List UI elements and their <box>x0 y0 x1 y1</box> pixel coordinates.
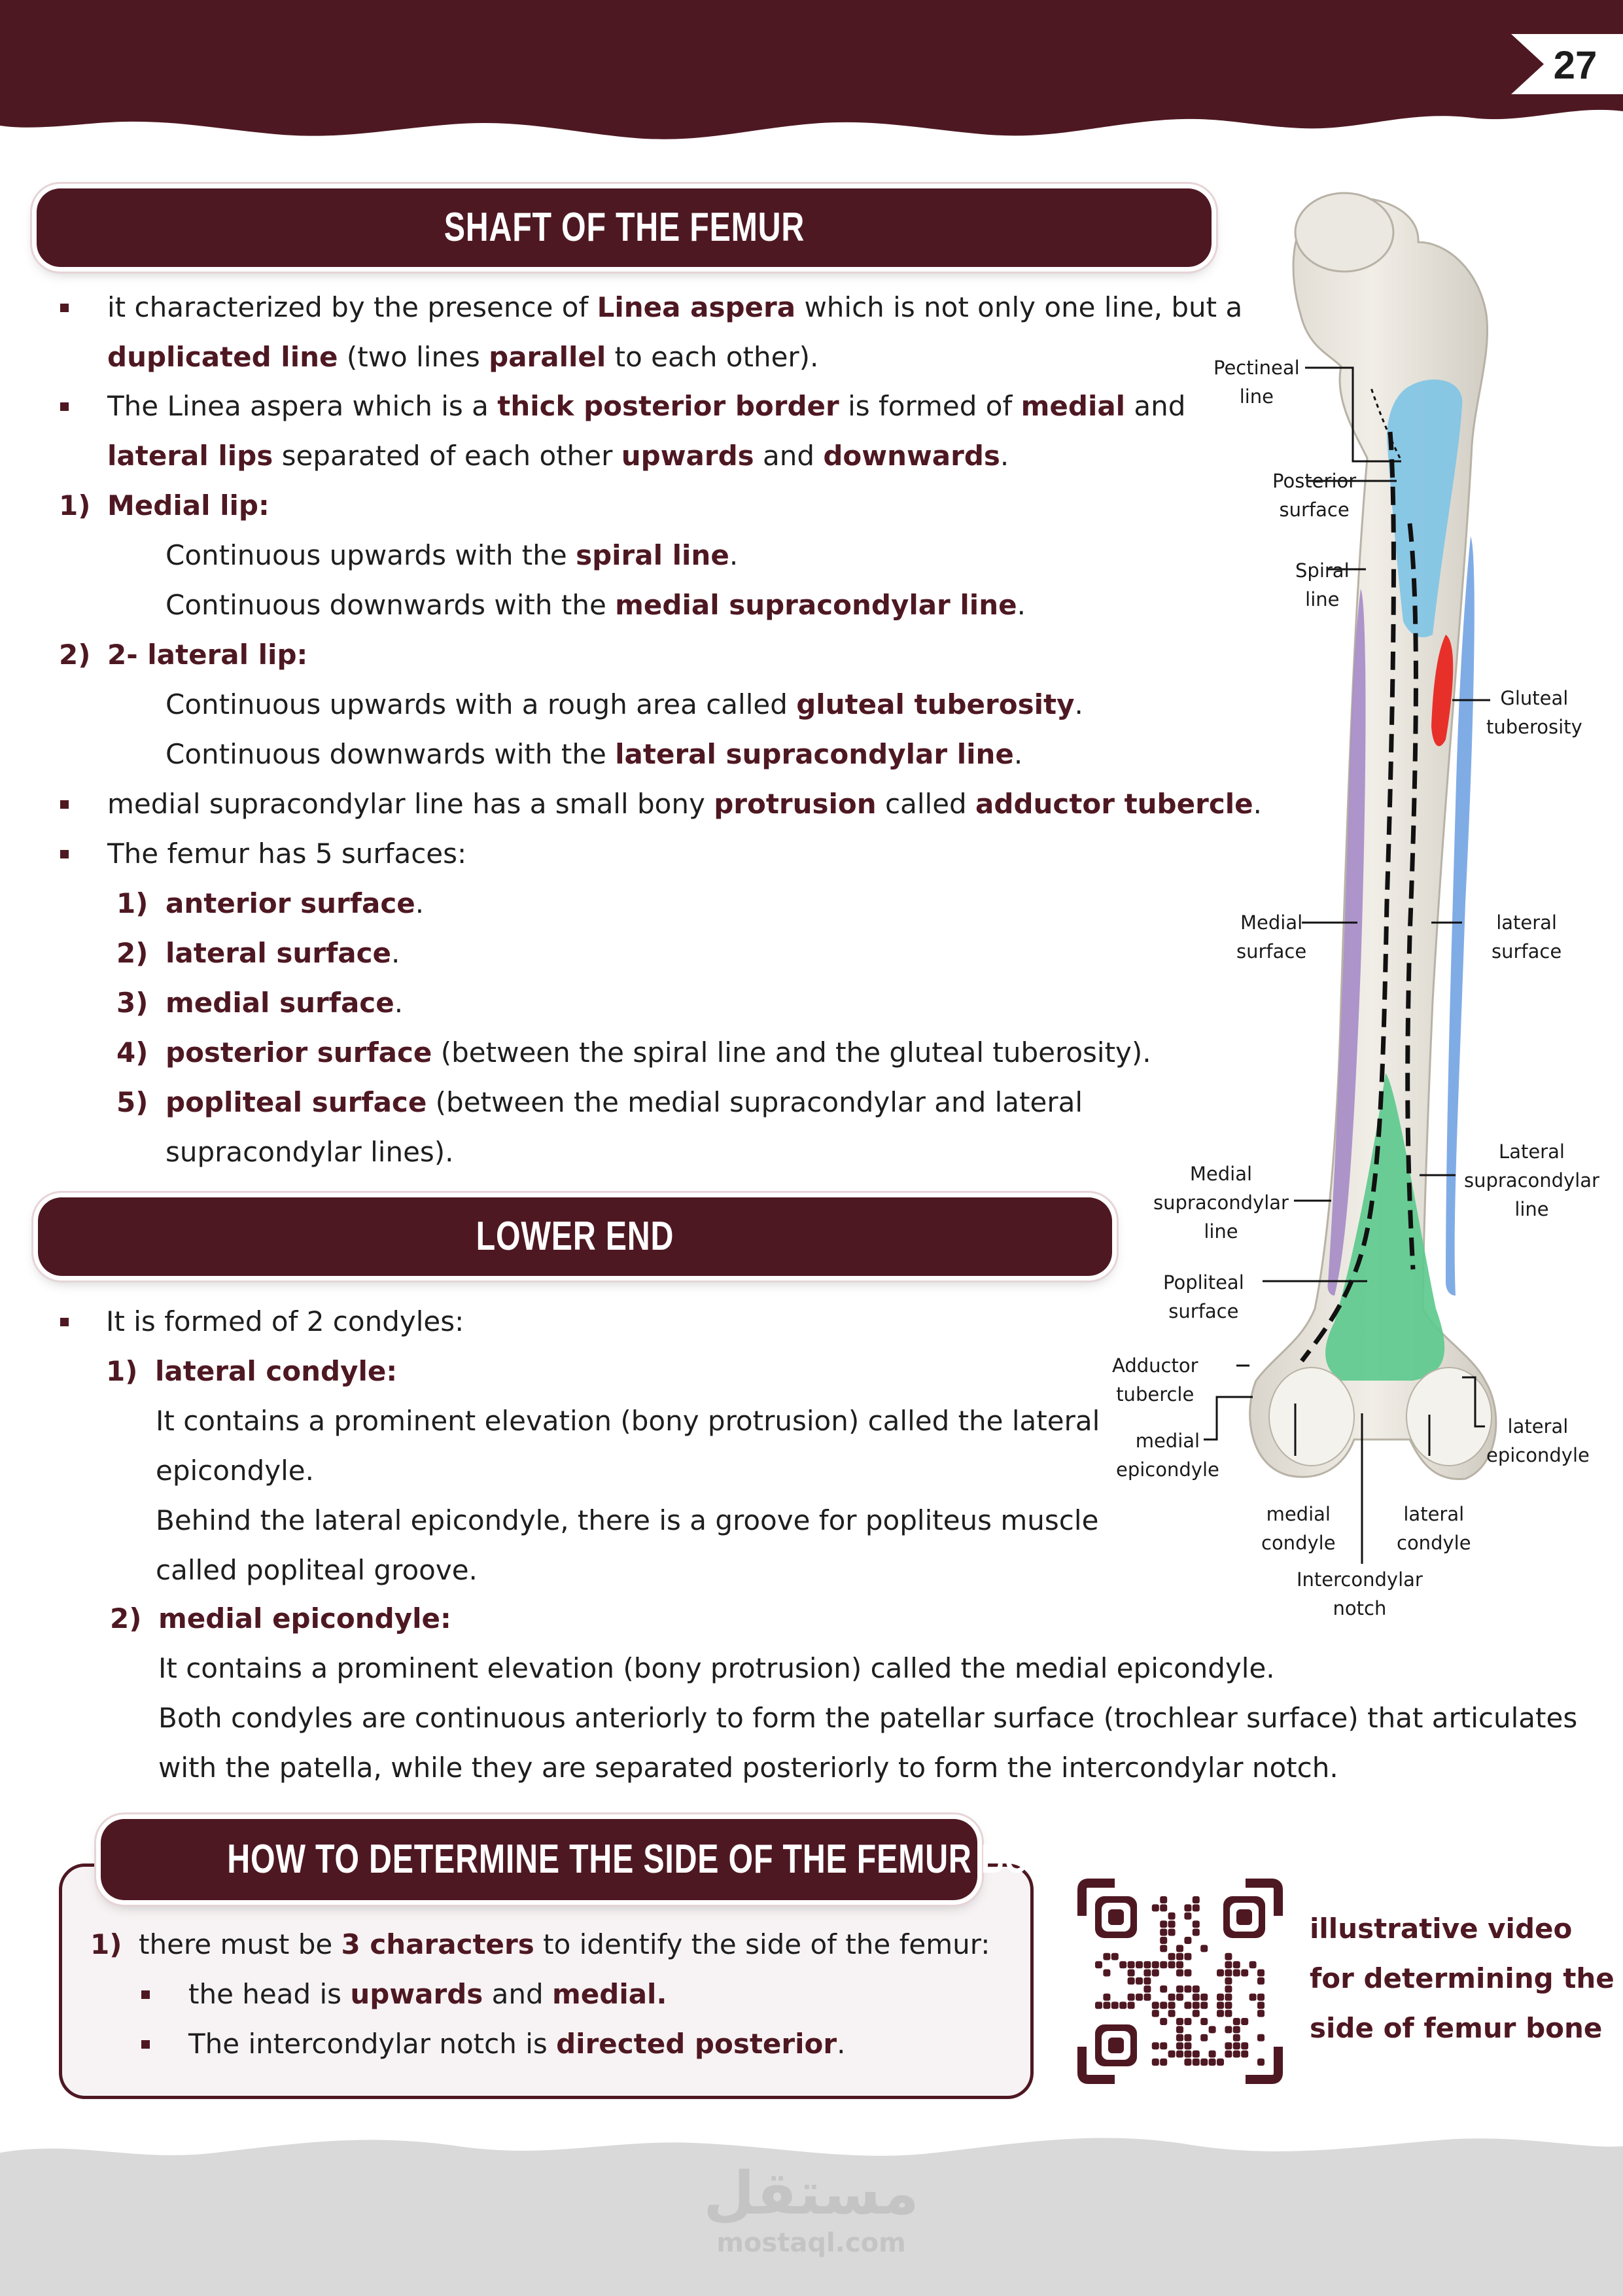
section-banner-shaft <box>37 188 1212 267</box>
bullet-marker <box>60 304 69 312</box>
bullet-marker <box>141 1990 150 1999</box>
list-number: 2) <box>110 1602 142 1634</box>
text-line: with the patella, while they are separated posteriorly to form the intercondylar notch. <box>158 1752 1338 1784</box>
text-line: supracondylar lines). <box>166 1136 454 1168</box>
label-medial-supracondylar-line: Medial supracondylar line <box>1153 1163 1289 1243</box>
text-line: medial supracondylar line has a small bony protrusion called adductor tubercle. <box>107 788 1262 820</box>
medial-condyle <box>1269 1368 1354 1466</box>
section-title-side: HOW TO DETERMINE THE SIDE OF THE FEMUR BONE ?? <box>227 1837 1124 1882</box>
text-line: It contains a prominent elevation (bony protrusion) called the medial epicondyle. <box>158 1652 1275 1684</box>
list-number: 3) <box>116 987 148 1019</box>
surface-item: medial surface. <box>166 987 404 1019</box>
text-line: Continuous downwards with the lateral supracondylar line. <box>166 738 1023 770</box>
label-popliteal-surface: Popliteal surface <box>1163 1271 1244 1322</box>
label-gluteal-tuberosity: Gluteal tuberosity <box>1486 687 1582 738</box>
list-number: 2) <box>116 937 148 969</box>
header-band <box>0 0 1623 157</box>
label-spiral-line: Spiral line <box>1295 559 1350 610</box>
label-medial-condyle: medial condyle <box>1261 1503 1336 1554</box>
label-adductor-tubercle: Adductor tubercle <box>1112 1354 1198 1405</box>
text-line: It is formed of 2 condyles: <box>106 1305 464 1337</box>
subheading-medial-lip: Medial lip: <box>107 489 270 521</box>
text-line: Behind the lateral epicondyle, there is a groove for popliteus muscle <box>156 1504 1099 1536</box>
text-line: duplicated line (two lines parallel to each other). <box>107 341 819 373</box>
bullet-marker <box>60 402 69 411</box>
text-line: Continuous downwards with the medial supracondylar line. <box>166 589 1026 621</box>
label-lateral-epicondyle: lateral epicondyle <box>1486 1415 1590 1466</box>
section-banner-side <box>101 1819 1124 1900</box>
text-line: lateral lips separated of each other upwards and downwards. <box>107 440 1009 472</box>
label-lateral-condyle: lateral condyle <box>1397 1503 1471 1554</box>
surface-item: anterior surface. <box>166 887 425 919</box>
section-title-lower-end: LOWER END <box>476 1214 674 1259</box>
text-line: The Linea aspera which is a thick posterior border is formed of medial and <box>107 390 1186 422</box>
subheading-lateral-lip: 2- lateral lip: <box>107 639 308 671</box>
label-pectineal-line: Pectineal line <box>1213 357 1300 408</box>
text-line: epicondyle. <box>156 1455 314 1487</box>
page-number: 27 <box>1553 43 1597 87</box>
bullet-marker <box>60 850 69 858</box>
section-banner-lower-end <box>38 1197 1112 1276</box>
text-line: Continuous upwards with the spiral line. <box>166 539 739 571</box>
bullet-marker <box>141 2040 150 2049</box>
text-line: Continuous upwards with a rough area called gluteal tuberosity. <box>166 688 1083 720</box>
label-posterior-surface: Posterior surface <box>1272 470 1357 521</box>
label-medial-epicondyle: medial epicondyle <box>1116 1430 1219 1481</box>
text-line: The femur has 5 surfaces: <box>107 838 467 870</box>
subheading-medial-epicondyle: medial epicondyle: <box>158 1602 451 1634</box>
surface-item: posterior surface (between the spiral line and the gluteal tuberosity). <box>166 1036 1151 1069</box>
femur-head <box>1295 193 1393 272</box>
section-title-shaft: SHAFT OF THE FEMUR <box>444 205 805 250</box>
text-line: The intercondylar notch is directed posterior. <box>188 2028 846 2060</box>
text-line: Both condyles are continuous anteriorly to form the patellar surface (trochlear surface) that articulates <box>158 1702 1578 1734</box>
bullet-marker <box>60 800 69 809</box>
lateral-condyle <box>1406 1368 1492 1466</box>
list-number: 1) <box>106 1355 138 1387</box>
qr-code[interactable] <box>1075 1877 1285 2086</box>
label-intercondylar-notch: Intercondylar notch <box>1297 1568 1423 1619</box>
label-lateral-supracondylar-line: Lateral supracondylar line <box>1464 1140 1599 1220</box>
text-line: called popliteal groove. <box>156 1554 478 1586</box>
subheading-lateral-condyle: lateral condyle: <box>155 1355 398 1387</box>
list-number: 2) <box>59 639 91 671</box>
surface-item: lateral surface. <box>166 937 400 969</box>
list-number: 4) <box>116 1036 148 1069</box>
text-line: there must be 3 characters to identify the side of the femur: <box>139 1928 990 1960</box>
list-number: 1) <box>59 489 91 521</box>
watermark-url: mostaql.com <box>716 2228 906 2258</box>
list-number: 1) <box>116 887 148 919</box>
surface-item: popliteal surface (between the medial supracondylar and lateral <box>166 1086 1083 1118</box>
label-lateral-surface: lateral surface <box>1492 911 1562 963</box>
qr-caption: illustrative video for determining the side of femur bone <box>1310 1913 1614 2044</box>
list-number: 5) <box>116 1086 148 1118</box>
label-medial-surface: Medial surface <box>1236 911 1307 963</box>
text-line: the head is upwards and medial. <box>188 1978 667 2010</box>
text-line: It contains a prominent elevation (bony protrusion) called the lateral <box>156 1405 1100 1437</box>
list-number: 1) <box>90 1928 122 1960</box>
bullet-marker <box>60 1318 69 1326</box>
watermark-logo: مستقل <box>703 2159 919 2228</box>
text-line: it characterized by the presence of Linea aspera which is not only one line, but a <box>107 291 1243 323</box>
